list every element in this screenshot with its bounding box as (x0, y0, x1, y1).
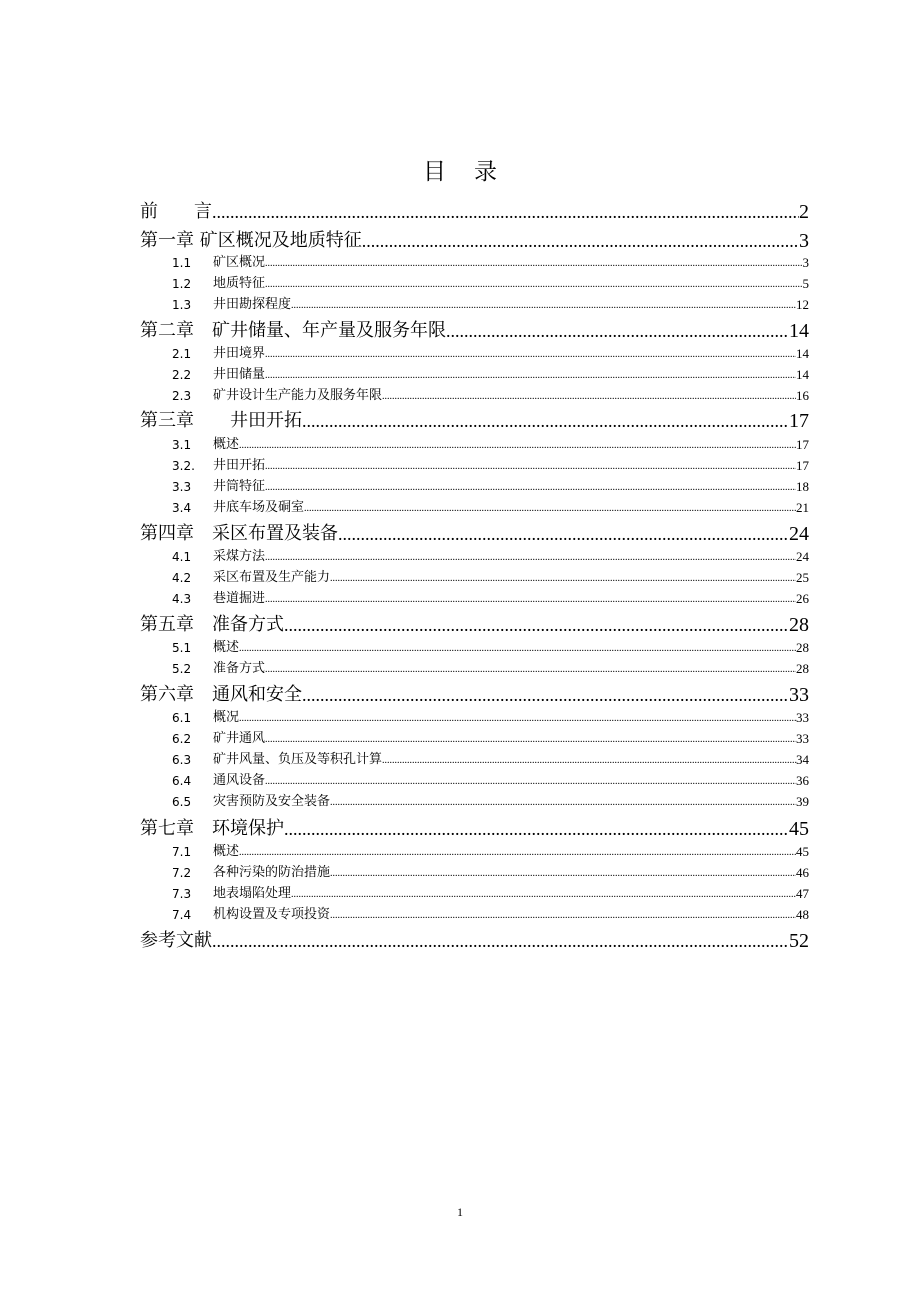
section-number: 1.3 (172, 298, 192, 312)
section-number: 3.1 (172, 438, 192, 452)
toc-entry-label: 前 言 (140, 201, 212, 222)
section-number: 3.2. (172, 459, 195, 473)
dot-leader (265, 368, 796, 384)
dot-leader (265, 459, 796, 475)
toc-entry-preface[interactable] (140, 200, 809, 224)
dot-leader (265, 277, 802, 293)
dot-leader (382, 753, 796, 769)
section-number: 6.2 (172, 732, 192, 746)
section-page: 28 (796, 661, 809, 676)
toc-entry-section-6-1[interactable] (172, 709, 809, 727)
section-number: 6.5 (172, 795, 192, 809)
section-label: 概述 (213, 640, 240, 655)
section-label: 机构设置及专项投资 (213, 907, 331, 922)
section-label: 矿井风量、负压及等积孔计算 (213, 752, 383, 767)
dot-leader (265, 774, 796, 790)
dot-leader (330, 866, 796, 882)
toc-entry-label: 第七章 环境保护 (140, 818, 284, 839)
section-page: 34 (796, 752, 809, 767)
section-page: 17 (796, 458, 809, 473)
dot-leader (239, 845, 796, 861)
dot-leader (362, 229, 799, 253)
section-page: 21 (796, 500, 809, 515)
dot-leader (338, 522, 789, 546)
section-page: 14 (796, 367, 809, 382)
dot-leader (291, 298, 796, 314)
section-number: 3.3 (172, 480, 192, 494)
toc-entry-label: 第三章 井田开拓 (140, 410, 302, 431)
toc-entry-label: 第四章 采区布置及装备 (140, 523, 338, 544)
section-label: 井田勘探程度 (213, 297, 292, 312)
toc-entry-chapter-2[interactable] (140, 319, 809, 343)
section-label: 灾害预防及安全装备 (213, 794, 331, 809)
section-number: 5.1 (172, 641, 192, 655)
section-page: 39 (796, 794, 809, 809)
toc-entry-section-4-2[interactable] (172, 569, 809, 587)
toc-entry-page: 14 (789, 320, 809, 342)
dot-leader (382, 389, 796, 405)
section-number: 3.4 (172, 501, 192, 515)
toc-entry-page: 33 (789, 684, 809, 706)
section-label: 井田开拓 (213, 458, 266, 473)
dot-leader (265, 347, 796, 363)
dot-leader (212, 929, 789, 953)
toc-entry-page: 17 (789, 410, 809, 432)
toc-entry-section-3-3[interactable] (172, 478, 809, 496)
section-number: 7.4 (172, 908, 192, 922)
dot-leader (239, 438, 796, 454)
section-page: 3 (802, 255, 809, 270)
dot-leader (330, 571, 796, 587)
section-label: 矿井设计生产能力及服务年限 (213, 388, 383, 403)
toc-entry-section-3-2[interactable] (172, 457, 809, 475)
toc-entry-chapter-4[interactable] (140, 522, 809, 546)
section-label: 井田境界 (213, 346, 266, 361)
section-page: 5 (802, 276, 809, 291)
dot-leader (265, 662, 796, 678)
dot-leader (265, 256, 802, 272)
toc-entry-section-4-3[interactable] (172, 590, 809, 608)
section-number: 7.1 (172, 845, 192, 859)
section-label: 矿区概况 (213, 255, 266, 270)
section-number: 4.1 (172, 550, 192, 564)
section-page: 12 (796, 297, 809, 312)
toc-entry-section-4-1[interactable] (172, 548, 809, 566)
dot-leader (239, 711, 796, 727)
dot-leader (302, 683, 789, 707)
section-number: 2.3 (172, 389, 192, 403)
section-number: 7.2 (172, 866, 192, 880)
title-char-2: 录 (474, 159, 497, 185)
toc-entry-page: 2 (799, 201, 809, 223)
section-page: 48 (796, 907, 809, 922)
toc-entry-section-2-3[interactable] (172, 387, 809, 405)
toc-entry-section-1-3[interactable] (172, 296, 809, 314)
dot-leader (239, 641, 796, 657)
dot-leader (330, 795, 796, 811)
section-page: 24 (796, 549, 809, 564)
section-label: 通风设备 (213, 773, 266, 788)
section-page: 47 (796, 886, 809, 901)
toc-entry-section-2-2[interactable] (172, 366, 809, 384)
toc-entry-section-1-1[interactable] (172, 254, 809, 272)
section-page: 25 (796, 570, 809, 585)
toc-entry-section-7-3[interactable] (172, 885, 809, 903)
section-label: 各种污染的防治措施 (213, 865, 331, 880)
toc-entry-chapter-3[interactable] (140, 409, 809, 433)
dot-leader (265, 550, 796, 566)
section-page: 14 (796, 346, 809, 361)
section-label: 采煤方法 (213, 549, 266, 564)
dot-leader (304, 501, 796, 517)
section-label: 矿井通风 (213, 731, 266, 746)
section-page: 33 (796, 731, 809, 746)
section-number: 1.2 (172, 277, 192, 291)
toc-entry-section-7-2[interactable] (172, 864, 809, 882)
toc-entry-chapter-6[interactable] (140, 683, 809, 707)
section-number: 6.1 (172, 711, 192, 725)
toc-entry-page: 45 (789, 818, 809, 840)
toc-entry-chapter-5[interactable] (140, 613, 809, 637)
section-label: 井筒特征 (213, 479, 266, 494)
toc-entry-references[interactable] (140, 929, 809, 953)
section-number: 4.2 (172, 571, 192, 585)
dot-leader (212, 200, 799, 224)
title-char-1: 目 (423, 159, 446, 185)
dot-leader (265, 480, 796, 496)
dot-leader (265, 592, 796, 608)
section-label: 采区布置及生产能力 (213, 570, 331, 585)
toc-entry-page: 52 (789, 930, 809, 952)
toc-entry-label: 第五章 准备方式 (140, 614, 284, 635)
section-label: 地质特征 (213, 276, 266, 291)
dot-leader (330, 908, 796, 924)
dot-leader (265, 732, 796, 748)
toc-entry-label: 第六章 通风和安全 (140, 684, 302, 705)
toc-entry-label: 第二章 矿井储量、年产量及服务年限 (140, 320, 446, 341)
section-number: 2.1 (172, 347, 192, 361)
toc-entry-chapter-1[interactable] (140, 229, 809, 253)
toc-entry-section-3-1[interactable] (172, 436, 809, 454)
toc-entry-section-3-4[interactable] (172, 499, 809, 517)
section-label: 准备方式 (213, 661, 266, 676)
dot-leader (284, 817, 789, 841)
section-page: 33 (796, 710, 809, 725)
section-page: 16 (796, 388, 809, 403)
toc-entry-section-6-4[interactable] (172, 772, 809, 790)
section-label: 巷道掘进 (213, 591, 266, 606)
section-page: 45 (796, 844, 809, 859)
toc-entry-section-7-1[interactable] (172, 843, 809, 861)
dot-leader (284, 613, 789, 637)
toc-entry-section-7-4[interactable] (172, 906, 809, 924)
section-number: 7.3 (172, 887, 192, 901)
dot-leader (302, 409, 789, 433)
section-page: 46 (796, 865, 809, 880)
toc-entry-section-5-1[interactable] (172, 639, 809, 657)
section-number: 4.3 (172, 592, 192, 606)
section-label: 概述 (213, 437, 240, 452)
section-label: 概况 (213, 710, 240, 725)
section-number: 2.2 (172, 368, 192, 382)
toc-entry-page: 28 (789, 614, 809, 636)
page-number: 1 (457, 1205, 463, 1219)
section-page: 28 (796, 640, 809, 655)
toc-entry-section-6-3[interactable] (172, 751, 809, 769)
page-title (0, 156, 920, 188)
section-label: 井田储量 (213, 367, 266, 382)
section-number: 6.3 (172, 753, 192, 767)
section-number: 1.1 (172, 256, 192, 270)
toc-entry-section-2-1[interactable] (172, 345, 809, 363)
section-page: 26 (796, 591, 809, 606)
toc-entry-section-5-2[interactable] (172, 660, 809, 678)
dot-leader (291, 887, 796, 903)
section-page: 17 (796, 437, 809, 452)
toc-entry-page: 24 (789, 523, 809, 545)
section-number: 5.2 (172, 662, 192, 676)
dot-leader (446, 319, 789, 343)
toc-entry-section-6-5[interactable] (172, 793, 809, 811)
section-label: 井底车场及硐室 (213, 500, 305, 515)
section-page: 18 (796, 479, 809, 494)
section-label: 地表塌陷处理 (213, 886, 292, 901)
toc-entry-label: 第一章 矿区概况及地质特征 (140, 230, 362, 251)
toc-entry-chapter-7[interactable] (140, 817, 809, 841)
toc-entry-section-1-2[interactable] (172, 275, 809, 293)
toc-entry-section-6-2[interactable] (172, 730, 809, 748)
section-number: 6.4 (172, 774, 192, 788)
toc-entry-page: 3 (799, 230, 809, 252)
section-page: 36 (796, 773, 809, 788)
toc-entry-label: 参考文献 (140, 930, 212, 951)
section-label: 概述 (213, 844, 240, 859)
